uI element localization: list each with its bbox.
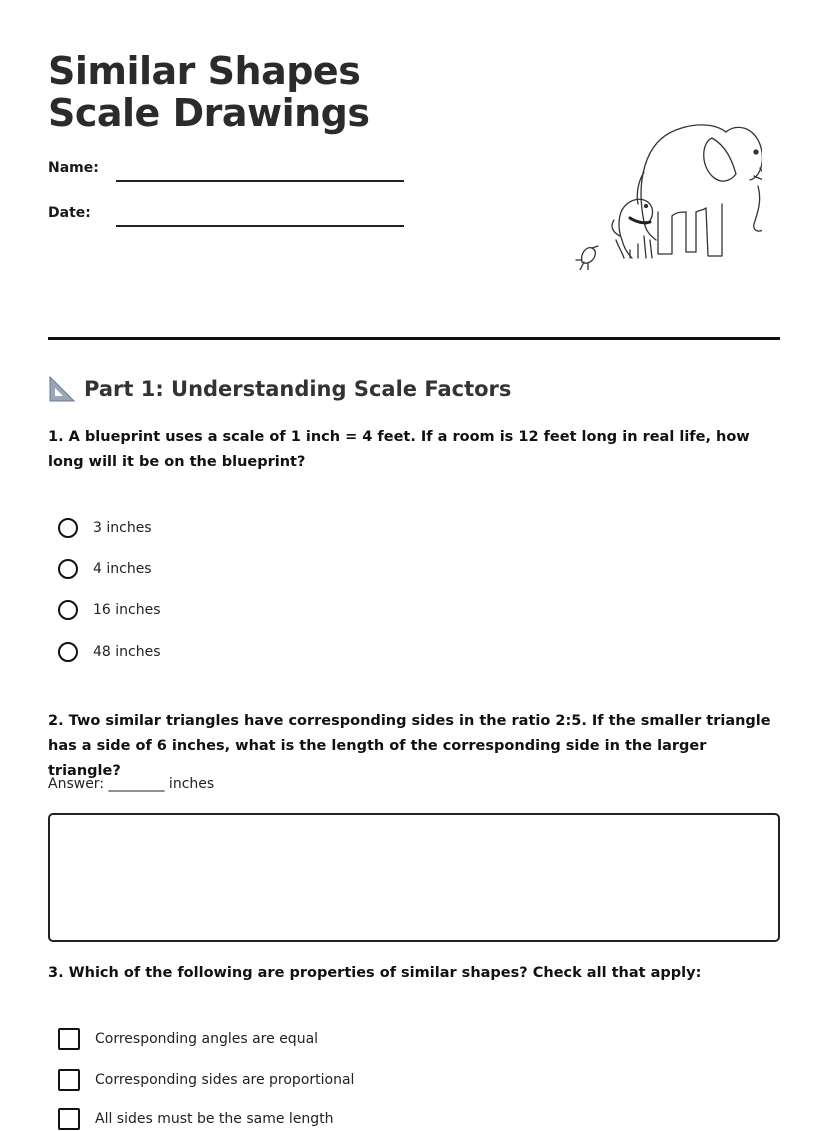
date-field[interactable]	[116, 225, 404, 227]
q3-option-a[interactable]	[58, 1027, 318, 1051]
question-3-text: 3. Which of the following are properties of similar shapes? Check all that apply:	[48, 965, 702, 981]
answer-box[interactable]	[48, 813, 780, 942]
set-square-icon	[48, 375, 76, 403]
page-title: Similar Shapes Scale Drawings	[48, 49, 370, 135]
option-label: 3 inches	[93, 520, 152, 536]
question-1-text: 1. A blueprint uses a scale of 1 inch = 4 feet. If a room is 12 feet long in real life, how long will it be on the blueprint?	[48, 429, 750, 470]
option-label: 48 inches	[93, 644, 161, 660]
part-1-heading	[48, 374, 511, 404]
radio-button[interactable]	[58, 600, 78, 620]
option-label: All sides must be the same length	[95, 1111, 334, 1127]
q3-option-b[interactable]	[58, 1068, 354, 1092]
option-label: 4 inches	[93, 561, 152, 577]
name-field[interactable]	[116, 180, 404, 182]
option-label: 16 inches	[93, 602, 161, 618]
q1-option-c[interactable]	[58, 598, 161, 622]
worksheet-page	[48, 0, 780, 1127]
q3-option-c[interactable]	[58, 1107, 334, 1131]
name-label: Name:	[48, 160, 99, 176]
radio-button[interactable]	[58, 559, 78, 579]
q1-option-d[interactable]	[58, 640, 161, 664]
question-2-text: 2. Two similar triangles have corresponding sides in the ratio 2:5. If the smaller triangle has a side of 6 inches, what is the length of the corresponding side in the larger triangle?	[48, 713, 771, 779]
checkbox[interactable]	[58, 1069, 80, 1091]
option-label: Corresponding angles are equal	[95, 1031, 319, 1047]
checkbox[interactable]	[58, 1108, 80, 1130]
part-1-title: Part 1: Understanding Scale Factors	[84, 377, 512, 401]
q1-option-b[interactable]	[58, 557, 152, 581]
option-label: Corresponding sides are proportional	[95, 1072, 355, 1088]
section-divider	[48, 337, 780, 340]
animals-size-comparison-icon	[526, 112, 762, 270]
q1-option-a[interactable]	[58, 516, 152, 540]
date-label: Date:	[48, 205, 91, 221]
radio-button[interactable]	[58, 642, 78, 662]
answer-prompt: Answer: ________ inches	[48, 776, 215, 792]
radio-button[interactable]	[58, 518, 78, 538]
checkbox[interactable]	[58, 1028, 80, 1050]
